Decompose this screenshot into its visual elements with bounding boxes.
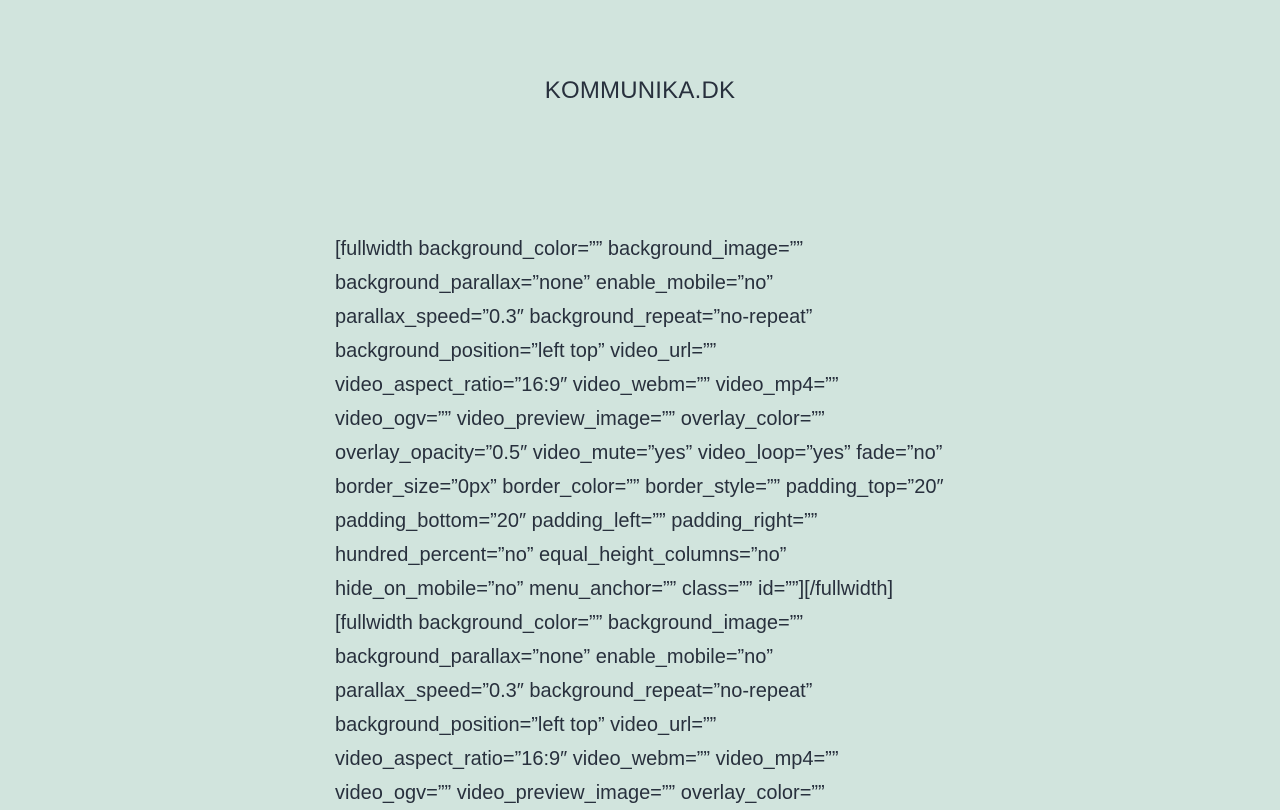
content-line: background_position=”left top” video_url=”” [335, 714, 717, 736]
content-line: background_position=”left top” video_url=”” [335, 340, 717, 362]
content-line: overlay_opacity=”0.5″ video_mute=”yes” video_loop=”yes” fade=”no” [335, 442, 943, 464]
content-line: [fullwidth background_color=”” background_image=”” [335, 238, 804, 260]
content-line: padding_bottom=”20″ padding_left=”” padding_right=”” [335, 510, 818, 532]
content-line: hide_on_mobile=”no” menu_anchor=”” class=”” id=””][/fullwidth] [335, 578, 894, 600]
site-title-link[interactable]: KOMMUNIKA.DK [544, 77, 736, 104]
content-line: background_parallax=”none” enable_mobile=”no” [335, 646, 774, 668]
content-line: border_size=”0px” border_color=”” border_style=”” padding_top=”20″ [335, 476, 944, 498]
content-line: [fullwidth background_color=”” background_image=”” [335, 612, 804, 634]
content-line: video_aspect_ratio=”16:9″ video_webm=”” video_mp4=”” [335, 374, 839, 396]
entry-content [335, 232, 955, 810]
site-header [0, 0, 1280, 180]
content-line: background_parallax=”none” enable_mobile=”no” [335, 272, 774, 294]
content-line: parallax_speed=”0.3″ background_repeat=”no-repeat” [335, 680, 813, 702]
content-line: video_ogv=”” video_preview_image=”” overlay_color=”” [335, 408, 825, 430]
content-line: video_aspect_ratio=”16:9″ video_webm=”” video_mp4=”” [335, 748, 839, 770]
content-line: parallax_speed=”0.3″ background_repeat=”no-repeat” [335, 306, 813, 328]
content-line: hundred_percent=”no” equal_height_columns=”no” [335, 544, 787, 566]
content-line: video_ogv=”” video_preview_image=”” overlay_color=”” [335, 782, 825, 804]
